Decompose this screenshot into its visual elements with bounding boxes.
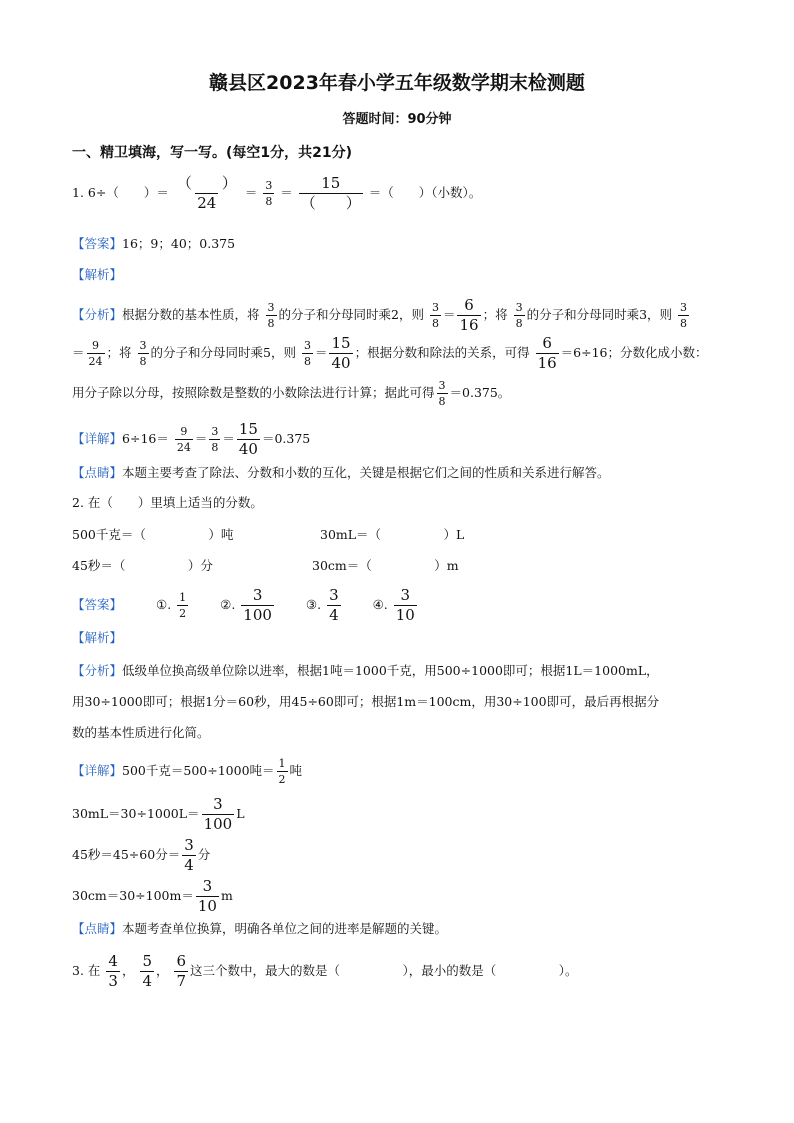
section-heading: 一、精卫填海，写一写。(每空1分，共21分) xyxy=(72,145,353,161)
q1-prefix: 1. 6÷（ ）＝ xyxy=(72,185,169,200)
q2-jiexi-tag: 【解析】 xyxy=(72,630,123,645)
q2-analysis-line3: 数的基本性质进行化简。 xyxy=(72,725,210,740)
q2-detail-1: 【详解】500千克＝500÷1000吨＝ $\frac{1}{2}$ 吨 xyxy=(72,757,303,786)
q2-note: 【点睛】本题考查单位换算，明确各单位之间的进率是解题的关键。 xyxy=(72,921,448,936)
q1-fraction-2: $\frac{3}{8}$ xyxy=(265,179,273,208)
q1-detail: 【详解】6÷16＝ $\frac{9}{24}$ ＝ $\frac{3}{8}$ ＝ $\frac{15}{40}$ ＝0.375 xyxy=(72,420,311,458)
q2-detail-3: 45秒＝45÷60分＝ $\frac{3}{4}$ 分 xyxy=(72,836,211,874)
q2-analysis-line1: 【分析】低级单位换高级单位除以进率，根据1吨＝1000千克，用500÷1000即可；根据1L＝1000mL， xyxy=(72,663,659,678)
q2-analysis-line2: 用30÷1000即可；根据1分＝60秒，用45÷60即可；根据1m＝100cm，用30÷100即可，最后再根据分 xyxy=(72,694,660,709)
q1-analysis-line2: ＝ $\frac{9}{24}$ ；将 $\frac{3}{8}$ 的分子和分母同时乘5，则 $\frac{3}{8}$ ＝ $\frac{15}{40}$ ；根据分数和除法的关系，可得 $\frac{6}{16}$ ＝6÷16；分数化成小数： xyxy=(72,334,708,372)
q1-fraction-3: $\frac{15}{( )}$ xyxy=(300,174,361,212)
q2-answer: 【答案】 ①. $\frac{1}{2}$ ②. $\frac{3}{100}$ ③. $\frac{3}{4}$ ④. $\frac{3}{10}$ xyxy=(72,586,415,624)
q2-item-1: 500千克＝（ ）吨 xyxy=(72,527,234,542)
question-1: 1. 6÷（ ）＝ $\frac{( )}{24}$ ＝ $\frac{3}{8}$ ＝ $\frac{15}{( )}$ ＝（ ）（小数）。 xyxy=(72,174,482,212)
q1-analysis-line1: 【分析】根据分数的基本性质，将 $\frac{3}{8}$ 的分子和分母同时乘2，则 $\frac{3}{8}$ ＝ $\frac{6}{16}$ ；将 $\frac{3}{8}$ 的分子和分母同时乘3，则 $\frac{3}{8}$ xyxy=(72,296,688,334)
page-title: 赣县区2023年春小学五年级数学期末检测题 xyxy=(209,72,585,94)
q2-item-3: 45秒＝（ ）分 xyxy=(72,558,213,573)
q1-analysis-line3: 用分子除以分母，按照除数是整数的小数除法进行计算；据此可得 $\frac{3}{8}$ ＝0.375。 xyxy=(72,379,511,408)
q1-answer: 【答案】16；9；40；0.375 xyxy=(72,236,236,251)
question-2: 2. 在（ ）里填上适当的分数。 xyxy=(72,495,263,510)
q1-note: 【点睛】本题主要考查了除法、分数和小数的互化，关键是根据它们之间的性质和关系进行解答。 xyxy=(72,465,610,480)
q2-item-4: 30cm＝（ ）m xyxy=(312,558,459,573)
q1-fraction-1: $\frac{( )}{24}$ xyxy=(176,174,237,212)
q2-detail-2: 30mL＝30÷1000L＝ $\frac{3}{100}$ L xyxy=(72,795,245,833)
question-3: 3. 在 $\frac{4}{3}$ ， $\frac{5}{4}$ ， $\frac{6}{7}$ 这三个数中，最大的数是（ ），最小的数是（ ）。 xyxy=(72,952,578,990)
q2-item-2: 30mL＝（ ）L xyxy=(320,527,465,542)
q1-suffix: ＝（ ）（小数）。 xyxy=(368,185,482,200)
q2-detail-4: 30cm＝30÷100m＝ $\frac{3}{10}$ m xyxy=(72,877,233,915)
page-subtitle: 答题时间：90分钟 xyxy=(342,112,452,127)
q1-jiexi-tag: 【解析】 xyxy=(72,267,123,282)
